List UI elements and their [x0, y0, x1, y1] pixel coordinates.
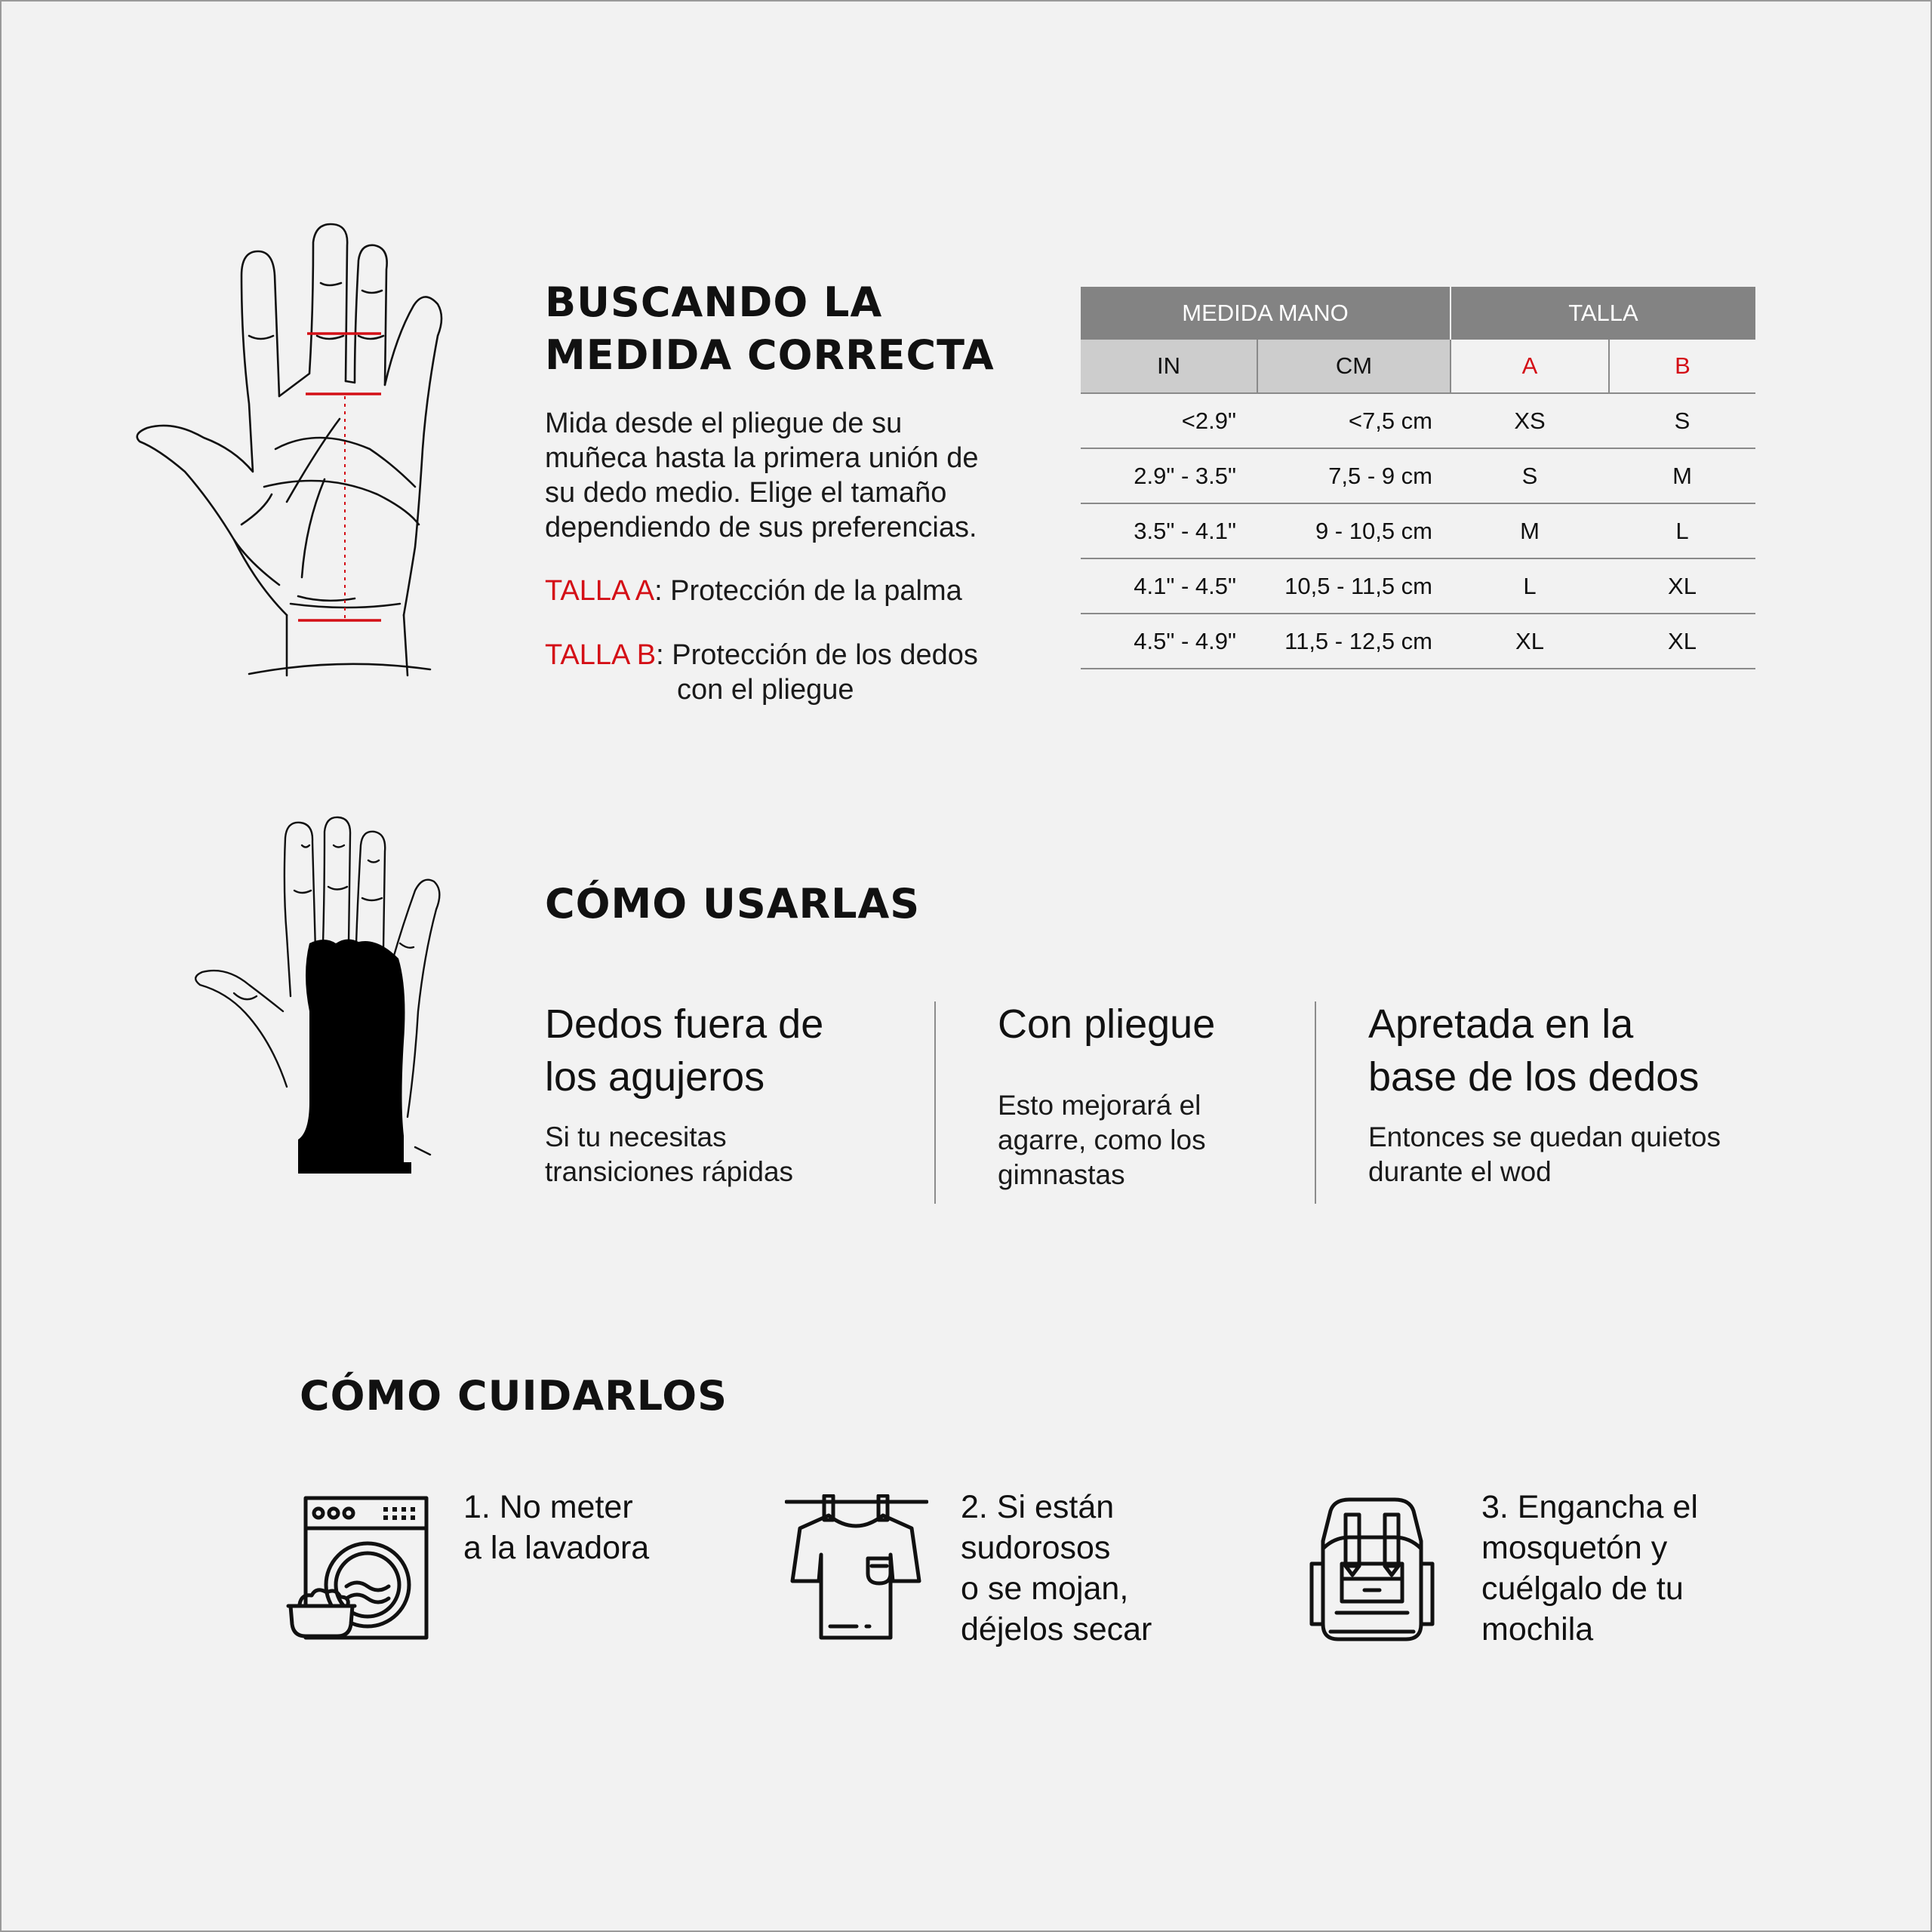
care-item-1-line: a la lavadora — [463, 1530, 650, 1566]
talla-a-note — [545, 574, 962, 608]
care-item-3-line: mochila — [1481, 1611, 1594, 1647]
talla-b-text: : Protección de los dedos — [656, 639, 978, 671]
cell-size-a: XS — [1451, 393, 1609, 448]
usage-col-3-text1: Entonces se quedan quietos — [1368, 1121, 1721, 1152]
fit-description-line: Mida desde el pliegue de su — [545, 408, 903, 439]
cell-in: 3.5" - 4.1" — [1081, 503, 1257, 558]
table-row — [1081, 503, 1755, 558]
usage-title: CÓMO USARLAS — [545, 880, 921, 928]
care-item-1 — [463, 1487, 649, 1568]
usage-col-1-text1: Si tu necesitas — [545, 1121, 727, 1152]
care-item-2 — [961, 1487, 1152, 1650]
usage-col-1-text2: transiciones rápidas — [545, 1156, 794, 1187]
cell-in: 2.9" - 3.5" — [1081, 448, 1257, 503]
usage-col-2-heading1: Con pliegue — [998, 1001, 1216, 1047]
cell-size-a: S — [1451, 448, 1609, 503]
fit-title-line2: MEDIDA CORRECTA — [545, 331, 995, 379]
washing-machine-icon — [285, 1494, 432, 1641]
fit-description-line: su dedo medio. Elige el tamaño — [545, 477, 947, 509]
col-cm-header: CM — [1257, 340, 1451, 393]
cell-size-a: M — [1451, 503, 1609, 558]
cell-size-b: L — [1609, 503, 1755, 558]
usage-col-3-heading2: base de los dedos — [1368, 1054, 1700, 1100]
table-row — [1081, 448, 1755, 503]
care-item-2-line: 2. Si están — [961, 1489, 1115, 1525]
usage-col-1-heading1: Dedos fuera de — [545, 1001, 824, 1047]
care-item-1-line: 1. No meter — [463, 1489, 633, 1525]
grip-shape — [298, 939, 411, 1174]
table-row — [1081, 393, 1755, 448]
cell-size-b: XL — [1609, 558, 1755, 614]
backpack-icon — [1308, 1496, 1436, 1643]
cell-cm: 10,5 - 11,5 cm — [1257, 558, 1451, 614]
cell-size-b: S — [1609, 393, 1755, 448]
talla-b-label: TALLA B — [545, 639, 657, 671]
col-a-header: A — [1451, 340, 1609, 393]
care-item-3-line: 3. Engancha el — [1481, 1489, 1698, 1525]
care-item-2-line: o se mojan, — [961, 1571, 1129, 1607]
cell-size-b: M — [1609, 448, 1755, 503]
usage-col-3 — [1368, 998, 1821, 1189]
cell-in: <2.9" — [1081, 393, 1257, 448]
care-item-3-line: mosquetón y — [1481, 1530, 1668, 1566]
talla-b-note — [545, 638, 978, 707]
talla-b-text2: con el pliegue — [677, 674, 854, 706]
usage-col-3-heading1: Apretada en la — [1368, 1001, 1634, 1047]
cell-size-a: L — [1451, 558, 1609, 614]
cell-in: 4.5" - 4.9" — [1081, 614, 1257, 669]
care-title: CÓMO CUIDARLOS — [300, 1372, 728, 1420]
care-item-3-line: cuélgalo de tu — [1481, 1571, 1684, 1607]
cell-size-a: XL — [1451, 614, 1609, 669]
tshirt-drying-icon — [785, 1494, 928, 1641]
col-in-header: IN — [1081, 340, 1257, 393]
cell-cm: 11,5 - 12,5 cm — [1257, 614, 1451, 669]
fit-title-line1: BUSCANDO LA — [545, 278, 883, 326]
hand-measure-illustration — [128, 223, 475, 691]
fit-description — [545, 406, 1058, 545]
care-item-2-line: sudorosos — [961, 1530, 1111, 1566]
usage-col-1 — [545, 998, 968, 1189]
usage-col-3-text2: durante el wod — [1368, 1156, 1552, 1187]
header-talla: TALLA — [1451, 287, 1755, 340]
size-table — [1081, 287, 1755, 669]
hand-grip-illustration — [189, 815, 453, 1177]
usage-divider-1 — [934, 1001, 936, 1204]
cell-cm: <7,5 cm — [1257, 393, 1451, 448]
fit-description-line: muñeca hasta la primera unión de — [545, 442, 979, 474]
cell-in: 4.1" - 4.5" — [1081, 558, 1257, 614]
care-item-2-line: déjelos secar — [961, 1611, 1152, 1647]
table-row — [1081, 614, 1755, 669]
usage-col-2 — [998, 998, 1315, 1192]
cell-cm: 7,5 - 9 cm — [1257, 448, 1451, 503]
table-row — [1081, 558, 1755, 614]
fit-title — [545, 276, 995, 382]
cell-size-b: XL — [1609, 614, 1755, 669]
fit-description-line: dependiendo de sus preferencias. — [545, 512, 977, 543]
cell-cm: 9 - 10,5 cm — [1257, 503, 1451, 558]
talla-a-label: TALLA A — [545, 575, 655, 607]
header-medida-mano: MEDIDA MANO — [1081, 287, 1451, 340]
size-table-subheader-row — [1081, 340, 1755, 393]
usage-col-1-heading2: los agujeros — [545, 1054, 765, 1100]
usage-col-2-text1: Esto mejorará el — [998, 1090, 1201, 1121]
col-b-header: B — [1609, 340, 1755, 393]
usage-col-2-text3: gimnastas — [998, 1159, 1125, 1190]
usage-col-2-text2: agarre, como los — [998, 1124, 1206, 1155]
care-item-3 — [1481, 1487, 1698, 1650]
talla-a-text: : Protección de la palma — [654, 575, 962, 607]
usage-divider-2 — [1315, 1001, 1316, 1204]
size-table-header-row — [1081, 287, 1755, 340]
